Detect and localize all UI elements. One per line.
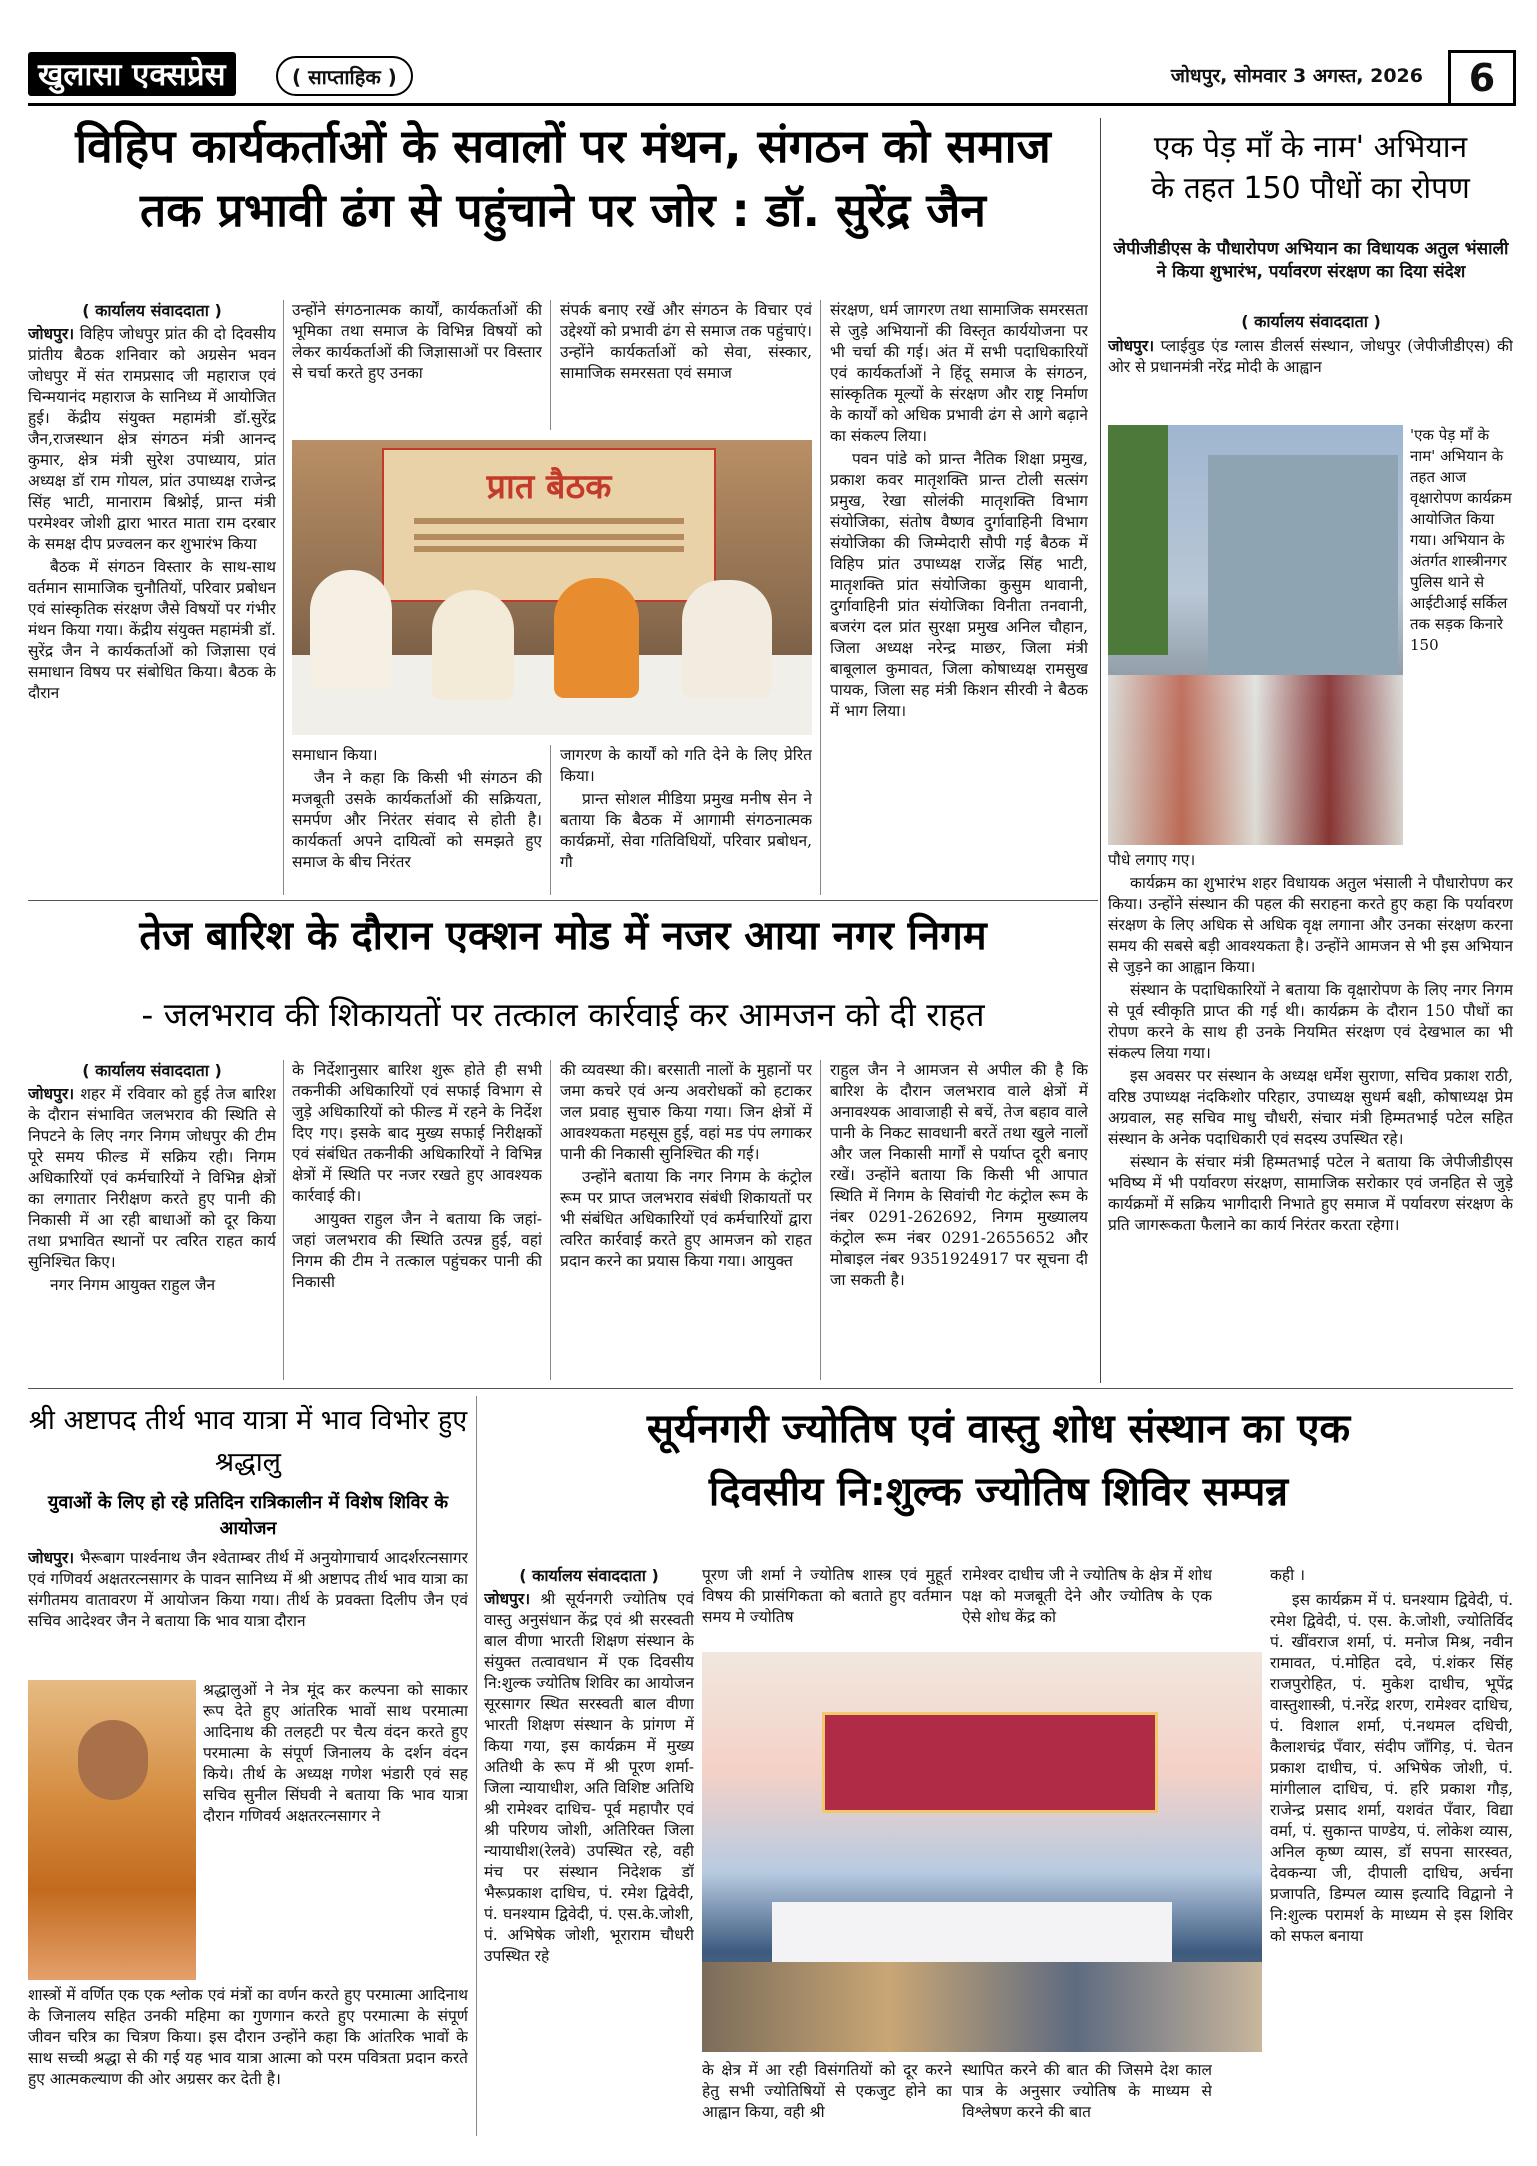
article1-col3-top-text: संपर्क बनाए रखें और संगठन के विचार एवं उद्देश्यों को प्रभावी ढंग से समाज तक पहुंचाएं। उन्होंने कार्यकर्ताओं को सेवा, संस्कार, सामाजिक समरसता एवं समाज xyxy=(560,301,812,382)
article3-col2-p2: आयुक्त राहुल जैन ने बताया कि जहां-जहां जलभराव की स्थिति उत्पन्न हुई, वहां निगम की टीम ने तत्काल पहुंचकर पानी की निकासी xyxy=(292,1210,542,1291)
article5-headline xyxy=(484,1405,1513,1517)
article3-col-rule-2 xyxy=(550,1060,551,1380)
article3-top-rule xyxy=(28,900,1098,901)
article2-photo xyxy=(1108,425,1403,845)
article5-col1-text: श्री सूर्यनगरी ज्योतिष एवं वास्तु अनुसंधान केंद्र एवं श्री सरस्वती बाल वीणा भारती शिक्षण संस्थान के संयुक्त तत्वावधान में एक दिवसीय नि:शुल्क ज्योतिष शिविर का आयोजन सूरसागर स्थित सरस्वती बाल वीणा भारती शिक्षण संस्थान के प्रांगण में किया गया, इस कार्यक्रम में मुख्य अतिथी के रूप में श्री पूरण शर्मा- जिला न्यायाधीश, अति विशिष्ट अतिथि श्री रामेश्वर दाधिच- पूर्व महापौर एवं श्री परिणय जोशी, अतिरिक्त जिला न्यायाधीश(रेलवे) उपस्थित रहे, वही मंच पर संस्थान निदेशक डॉ भैरूप्रकाश दाधिच, पं. रमेश द्विवेदी, पं. घनश्याम द्विवेदी, पं. एस.के.जोशी, पं. अभिषेक जोशी, भूराराम चौधरी उपस्थित रहे xyxy=(484,1590,694,1965)
article3-col2-p1: के निर्देशानुसार बारिश शुरू होते ही सभी तकनीकी अधिकारियों एवं सफाई विभाग से जुड़े अधिकारियों को फील्ड में रहने के निर्देश दिए गए। इसके बाद मुख्य सफाई निरीक्षकों एवं संबंधित तकनीकी अधिकारियों ने विभिन्न क्षेत्रों में स्थिति पर नजर रखते हुए आवश्यक कार्रवाई की। xyxy=(292,1061,542,1205)
article1-col2-top-text: उन्होंने संगठनात्मक कार्यों, कार्यकर्ताओं की भूमिका तथा समाज के विभिन्न विषयों को लेकर कार्यकर्ताओं की जिज्ञासाओं पर विस्तार से चर्चा करते हुए उनका xyxy=(292,301,542,382)
article3-dateline: जोधपुर। xyxy=(28,1084,75,1103)
article4-intro-text: भैरूबाग पार्श्वनाथ जैन श्वेताम्बर तीर्थ में अनुयोगाचार्य आदर्शरत्नसागर एवं गणिवर्य अक्षतरत्नसागर के पावन सानिध्य में श्री अष्टापद तीर्थ भाव यात्रा का संगीतमय वातावरण में आयोजन किया गया। तीर्थ के प्रवक्ता दिलीप जैन एवं सचिव आदेश्वर जैन ने बताया कि भाव यात्रा दौरान xyxy=(28,1549,468,1630)
article2-dateline: जोधपुर। xyxy=(1108,336,1155,355)
article2-byline: ( कार्यालय संवाददाता ) xyxy=(1241,312,1381,331)
article2-body-p3: संस्थान के पदाधिकारियों ने बताया कि वृक्षारोपण के लिए नगर निगम से पूर्व स्वीकृति प्राप्त की गई थी। कार्यक्रम के दौरान 150 पौधों का रोपण करने के साथ ही उनके नियमित संरक्षण एवं देखभाल का भी संकल्प लिया गया। xyxy=(1108,981,1513,1062)
page-number: 6 xyxy=(1468,56,1496,100)
masthead-rule xyxy=(28,103,1513,106)
article2-headline xyxy=(1108,130,1513,207)
article2-body-p5: संस्थान के संचार मंत्री हिम्मतभाई पटेल ने बताया कि जेपीजीडीएस भविष्य में भी पर्यावरण संरक्षण, सामाजिक सरोकार एवं जनहित से जुड़े कार्यक्रमों में सक्रिय भागीदारी निभाते हुए समाज में पर्यावरण संरक्षण के प्रति जागरूकता फैलाने का कार्य निरंतर करता रहेगा। xyxy=(1108,1153,1513,1234)
article2-body-p2: कार्यक्रम का शुभारंभ शहर विधायक अतुल भंसाली ने पौधारोपण कर किया। उन्होंने संस्थान की पहल की सराहना करते हुए कहा कि पर्यावरण संरक्षण के लिए अधिक से अधिक वृक्ष लगाना और उनका संरक्षण करना समय की सबसे बड़ी आवश्यकता है। उन्होंने आमजन से भी इस अभियान से जुड़ने का आह्वान किया। xyxy=(1108,874,1513,976)
article1-col-rule-4 xyxy=(820,300,821,895)
article1-col-rule-1 xyxy=(283,300,284,895)
article1-col1-p1: जोधपुर। विहिप जोधपुर प्रांत की दो दिवसीय प्रांतीय बैठक शनिवार को अग्रसेन भवन जोधपुर में संत रामप्रसाद जी महाराज एवं चिन्मयानंद महाराज के सानिध्य में आयोजित हुई। केंद्रीय संयुक्त महामंत्री डॉ.सुरेंद्र जैन,राजस्थान क्षेत्र संगठन मंत्री आनन्द कुमार, क्षेत्र मंत्री सुरेश उपाध्याय, प्रांत अध्यक्ष डॉ राम गोयल, प्रांत उपाध्यक्ष राजेन्द्र सिंह भाटी, मानाराम बिश्नोई, प्रान्त मंत्री परमेश्वर जोशी द्वारा भारत माता राम दरबार के समक्ष दीप प्रज्वलन कर शुभारंभ किया xyxy=(28,324,276,553)
article5-col3-top xyxy=(962,1565,1212,1645)
article1-col4-p1: संरक्षण, धर्म जागरण तथा सामाजिक समरसता से जुड़े अभियानों की विस्तृत कार्ययोजना पर भी चर्चा की गई। अंत में सभी पदाधिकारियों एवं कार्यकर्ताओं ने हिंदू समाज के संगठन, सांस्कृतिक मूल्यों के संरक्षण और राष्ट्र निर्माण के कार्यों को अधिक प्रभावी ढंग से आगे बढ़ाने का संकल्प लिया। xyxy=(830,301,1088,445)
monk-face xyxy=(78,1720,148,1800)
article1-col2-top xyxy=(292,300,542,430)
article1-col-rule-3 xyxy=(550,745,551,895)
article5-col2-bottom xyxy=(702,2060,952,2135)
article2-intro-text: प्लाईवुड एंड ग्लास डीलर्स संस्थान, जोधपुर (जेपीजीडीएस) की ओर से प्रधानमंत्री नरेंद्र मोदी के आह्वान xyxy=(1108,337,1513,376)
article5-col4-top xyxy=(1270,1565,1513,1587)
article3-col1 xyxy=(28,1060,276,1380)
article1-col1 xyxy=(28,300,276,895)
tree xyxy=(1108,425,1168,655)
crowd xyxy=(1108,675,1403,845)
article5-headline-line1: सूर्यनगरी ज्योतिष एवं वास्तु शोध संस्थान का एक xyxy=(646,1406,1351,1452)
article4-dateline: जोधपुर। xyxy=(28,1548,75,1567)
lower-divider xyxy=(476,1396,477,2136)
article1-photo xyxy=(292,440,812,735)
article5-byline: ( कार्यालय संवाददाता ) xyxy=(519,1566,659,1585)
article1-dateline: जोधपुर। xyxy=(28,324,75,343)
article3-col2 xyxy=(292,1060,542,1380)
article4-photo xyxy=(28,1680,196,1980)
article5-col4-top-text: कही । xyxy=(1270,1566,1305,1584)
article2-headline-line2: के तहत 150 पौधों का रोपण xyxy=(1151,170,1470,206)
article2-side-text xyxy=(1410,425,1513,845)
article1-col3-bottom-p1: जागरण के कार्यों को गति देने के लिए प्रेरित किया। xyxy=(560,746,812,785)
article4-closing-text: शास्त्रों में वर्णित एक एक श्लोक एवं मंत्रों का वर्णन करते हुए परमात्मा आदिनाथ के जिनालय सहित उनकी महिमा का गुणगान करते हुए परमात्मा के संपूर्ण जीवन चरित्र का चित्रण किया। इस दौरान उन्होंने कहा कि आंतरिक भावों के साथ सच्ची श्रद्धा से की गई यह भाव यात्रा आत्मा को परम पवित्रता प्रदान करते हुए आत्मकल्याण की ओर अग्रसर कर देती है। xyxy=(28,1986,468,2088)
masthead-dateline: जोधपुर, सोमवार 3 अगस्त, 2026 xyxy=(1170,65,1423,87)
page-number-box xyxy=(1448,50,1516,106)
person-2 xyxy=(432,590,514,700)
article3-col3-p2: उन्होंने बताया कि नगर निगम के कंट्रोल रूम पर प्राप्त जलभराव संबंधी शिकायतों पर भी संबंधित अधिकारियों एवं कर्मचारियों द्वारा त्वरित कार्रवाई करते हुए आमजन को राहत प्रदान करने का प्रयास किया गया। आयुक्त xyxy=(560,1168,812,1270)
article1-photo-banner-text: प्रात बैठक xyxy=(486,467,612,507)
article3-byline: ( कार्यालय संवाददाता ) xyxy=(82,1061,222,1080)
article1-headline-line2: तक प्रभावी ढंग से पहुंचाने पर जोर : डॉ. सुरेंद्र जैन xyxy=(140,183,986,238)
article3-col-rule-3 xyxy=(820,1060,821,1380)
article4-closing xyxy=(28,1985,468,2135)
article1-col3-bottom-p2: प्रान्त सोशल मीडिया प्रमुख मनीष सेन ने बताया कि बैठक में आगामी संगठनात्मक कार्यक्रमों, सेवा गतिविधियों, परिवार प्रबोधन, गौ xyxy=(560,790,812,871)
article2-intro xyxy=(1108,335,1513,419)
masthead-name-box xyxy=(28,52,236,96)
stage-table xyxy=(772,1902,1172,1962)
article3-subhead: - जलभराव की शिकायतों पर तत्काल कार्रवाई कर आमजन को दी राहत xyxy=(141,995,985,1034)
masthead xyxy=(28,50,1513,106)
article1-col1-p2: बैठक में संगठन विस्तार के साथ-साथ वर्तमान सामाजिक चुनौतियों, परिवार प्रबोधन एवं सांस्कृतिक संरक्षण जैसे विषयों पर गंभीर मंथन किया गया। केंद्रीय संयुक्त महामंत्री डॉ. सुरेंद्र जैन ने कार्यकर्ताओं को जिज्ञासा एवं समाधान विषय पर संबोधित किया। बैठक के दौरान xyxy=(28,558,276,702)
article1-col-rule-2 xyxy=(550,300,551,430)
frequency-label: ( साप्ताहिक ) xyxy=(292,64,397,89)
article1-col2-bottom-p1: समाधान किया। xyxy=(292,746,378,764)
camp-banner xyxy=(822,1712,1158,1813)
article5-col1 xyxy=(484,1565,694,2135)
article3-col3 xyxy=(560,1060,812,1380)
article1-col2-bottom xyxy=(292,745,542,895)
frequency-badge xyxy=(276,56,413,96)
article5-col2-top xyxy=(702,1565,952,1645)
article1-photo-banner xyxy=(382,448,716,602)
article3-col1-p2: नगर निगम आयुक्त राहुल जैन xyxy=(50,1276,216,1294)
article5-photo xyxy=(702,1652,1262,2052)
newspaper-name: खुलासा एक्सप्रेस xyxy=(38,57,226,93)
article4-beside-photo xyxy=(203,1680,468,1980)
article4-intro xyxy=(28,1547,468,1673)
article5-dateline: जोधपुर। xyxy=(484,1589,531,1608)
article4-headline: श्री अष्टापद तीर्थ भाव यात्रा में भाव विभोर हुए श्रद्धालु xyxy=(28,1405,468,1478)
person-3 xyxy=(554,578,639,698)
article2-body-p4: इस अवसर पर संस्थान के अध्यक्ष धर्मेश सुराणा, सचिव प्रकाश राठी, वरिष्ठ उपाध्यक्ष नंदकिशोर परिहार, उपाध्यक्ष सुधर्म बक्षी, कोषाध्यक्ष प्रेम अग्रवाल, सह सचिव माधु चौधरी, संचार मंत्री हिम्मतभाई पटेल सहित संस्थान के अनेक पदाधिकारी एवं सदस्य उपस्थित रहे। xyxy=(1108,1067,1513,1148)
article2-subhead: जेपीजीडीएस के पौधारोपण अभियान का विधायक अतुल भंसाली ने किया शुभारंभ, पर्यावरण संरक्षण का दिया संदेश xyxy=(1113,239,1509,282)
article4-subhead: युवाओं के लिए हो रहे प्रतिदिन रात्रिकालीन में विशेष शिविर के आयोजन xyxy=(47,1492,449,1539)
article3-col3-p1: की व्यवस्था की। बरसाती नालों के मुहानों पर जमा कचरे एवं अन्य अवरोधकों को हटाकर जल प्रवाह सुचारु किया गया। जिन क्षेत्रों में आवश्यकता महसूस हुई, वहां मड पंप लगाकर पानी की निकासी सुनिश्चित की गई। xyxy=(560,1061,812,1163)
lower-section-rule xyxy=(28,1388,1513,1389)
article5-col2-bottom-text: के क्षेत्र में आ रही विसंगतियों को दूर करने हेतु सभी ज्योतिषियों से एकजुट होने का आह्वान किया, वही श्री xyxy=(702,2061,952,2121)
article5-col4 xyxy=(1270,1590,1513,2135)
article3-headline: तेज बारिश के दौरान एक्शन मोड में नजर आया नगर निगम xyxy=(139,913,987,959)
person-4 xyxy=(682,580,772,698)
article1-col4-p2: पवन पांडे को प्रान्त नैतिक शिक्षा प्रमुख, प्रकाश कवर मातृशक्ति प्रान्त टोली सत्संग प्रमुख, रेखा सोलंकी मातृशक्ति विभाग संयोजिका, संतोष वैष्णव दुर्गावाहिनी विभाग संयोजिका की जिम्मेदारी सौपी गई बैठक में विहिप प्रांत उपाध्यक्ष राजेंद्र सिंह भाटी, मातृशक्ति प्रांत संयोजिका कुसुम थावानी, दुर्गावाहिनी प्रांत संयोजिका विनीता तनवानी, बजरंग दल प्रांत सुरक्षा प्रमुख अनिल चौहान, जिला अध्यक्ष नरेन्द्र माछर, जिला मंत्री बाबूलाल कुमावत, जिला कोषाध्यक्ष रामसुख पायक, जिला सह मंत्री किशन सीरवी ने बैठक में भाग लिया। xyxy=(830,450,1088,720)
person-1 xyxy=(310,570,392,690)
article2-side-text-body: 'एक पेड़ माँ के नाम' अभियान के तहत आज वृक्षारोपण कार्यक्रम आयोजित किया गया। अभियान के अंतर्गत शास्त्रीनगर पुलिस थाने से आईटीआई सर्किल तक सड़क किनारे 150 xyxy=(1410,426,1512,654)
article3-col1-text: शहर में रविवार को हुई तेज बारिश के दौरान संभावित जलभराव की स्थिति से निपटने के लिए नगर निगम जोधपुर की टीम पूरे समय फील्ड में सक्रिय रही। निगम अधिकारियों एवं कर्मचारियों ने विभिन्न क्षेत्रों का लगातार निरीक्षण करते हुए पानी की निकासी में आ रही बाधाओं को दूर किया तथा प्रभावित स्थानों पर त्वरित राहत कार्य सुनिश्चित किए। xyxy=(28,1085,276,1271)
article1-col3-top xyxy=(560,300,812,430)
camp-audience xyxy=(702,1962,1262,2052)
right-column-divider xyxy=(1100,118,1101,1383)
article5-col4-text: इस कार्यक्रम में पं. घनश्याम द्विवेदी, पं. रमेश द्विवेदी, पं. एस. के.जोशी, ज्योतिर्विद पं. खींवराज शर्मा, पं. मनोज मिश्र, नवीन रामावत, पं.मोहित दवे, पं.शंकर सिंह राजपुरोहित, पं. मुकेश दाधीच, भूपेंद्र वास्तुशास्त्री, पं.नरेंद्र शरण, रामेश्वर दाधिच, पं. विशाल शर्मा, पं.नथमल दधिची, कैलाशचंद्र पँवार, संदीप जाँगिड़, पं. चेतन प्रकाश दाधीच, पं. अभिषेक जोशी, पं. मांगीलाल दाधिच, पं. हरि प्रकाश गौड़, राजेन्द्र प्रसाद शर्मा, यशवंत पँवार, विद्या वर्मा, पं. सुकान्त पाण्डेय, पं. लोकेश व्यास, अनिल कृष्ण व्यास, डॉ सपना सारस्वत, देवकन्या जी, दीपाली दाधिच, अर्चना प्रजापति, डिम्पल व्यास इत्यादि विद्वानो ने नि:शुल्क परामर्श के माध्यम से इस शिविर को सफल बनाया xyxy=(1270,1591,1513,1945)
article1-headline xyxy=(28,118,1098,238)
article3-col4 xyxy=(830,1060,1088,1380)
article5-col2-top-text: पूरण जी शर्मा ने ज्योतिष शास्त्र एवं मुहूर्त विषय की प्रासंगिकता को बताते हुए वर्तमान समय मे ज्योतिष xyxy=(702,1566,952,1626)
building xyxy=(1208,455,1398,695)
article4-beside-photo-text: श्रद्धालुओं ने नेत्र मूंद कर कल्पना को साकार रूप देते हुए आंतरिक भावों साथ परमात्मा आदिनाथ की तलहटी पर चैत्य वंदन करते हुए परमात्मा के संपूर्ण जिनालय के दर्शन वंदन किये। तीर्थ के अध्यक्ष गणेश भंडारी एवं सह सचिव सुनील सिंघवी ने बताया कि भाव यात्रा दौरान गणिवर्य अक्षतरत्नसागर ने xyxy=(203,1681,468,1825)
article5-col3-bottom-text: स्थापित करने की बात की जिसमे देश काल पात्र के अनुसार ज्योतिष के माध्यम से विश्लेषण करने की बात xyxy=(962,2061,1212,2121)
article1-col2-bottom-p2: जैन ने कहा कि किसी भी संगठन की मजबूती उसके कार्यकर्ताओं की सक्रियता, समर्पण और निरंतर संवाद से होती है। कार्यकर्ता अपने दायित्वों को समझते हुए समाज के बीच निरंतर xyxy=(292,769,542,871)
article5-col3-bottom xyxy=(962,2060,1212,2135)
article5-col3-top-text: रामेश्वर दाधीच जी ने ज्योतिष के क्षेत्र में शोध पक्ष को मजबूती देने और ज्योतिष के एक ऐसे शोध केंद्र को xyxy=(962,1566,1212,1626)
article3-col4-p1: राहुल जैन ने आमजन से अपील की है कि बारिश के दौरान जलभराव वाले क्षेत्रों में अनावश्यक आवाजाही से बचें, तेज बहाव वाले पानी के निकट सावधानी बरतें तथा खुले नालों और जल निकासी मार्गों से पर्याप्त दूरी बनाए रखें। उन्होंने बताया कि किसी भी आपात स्थिति में निगम के सिवांची गेट कंट्रोल रूम के नंबर 0291-262692, निगम मुख्यालय कंट्रोल रूम नंबर 0291-2655652 और मोबाइल नंबर 9351924917 पर सूचना दी जा सकती है। xyxy=(830,1061,1088,1289)
article1-col3-bottom xyxy=(560,745,812,895)
article5-headline-line2: दिवसीय नि:शुल्क ज्योतिष शिविर सम्पन्न xyxy=(708,1468,1289,1515)
article2-body xyxy=(1108,850,1513,1380)
article1-headline-line1: विहिप कार्यकर्ताओं के सवालों पर मंथन, संगठन को समाज xyxy=(75,119,1051,173)
article3-col-rule-1 xyxy=(283,1060,284,1380)
article1-col4 xyxy=(830,300,1088,895)
article2-headline-line1: एक पेड़ माँ के नाम' अभियान xyxy=(1153,130,1468,165)
article1-byline: ( कार्यालय संवाददाता ) xyxy=(82,301,222,320)
article2-body-p1: पौधे लगाए गए। xyxy=(1108,851,1196,869)
